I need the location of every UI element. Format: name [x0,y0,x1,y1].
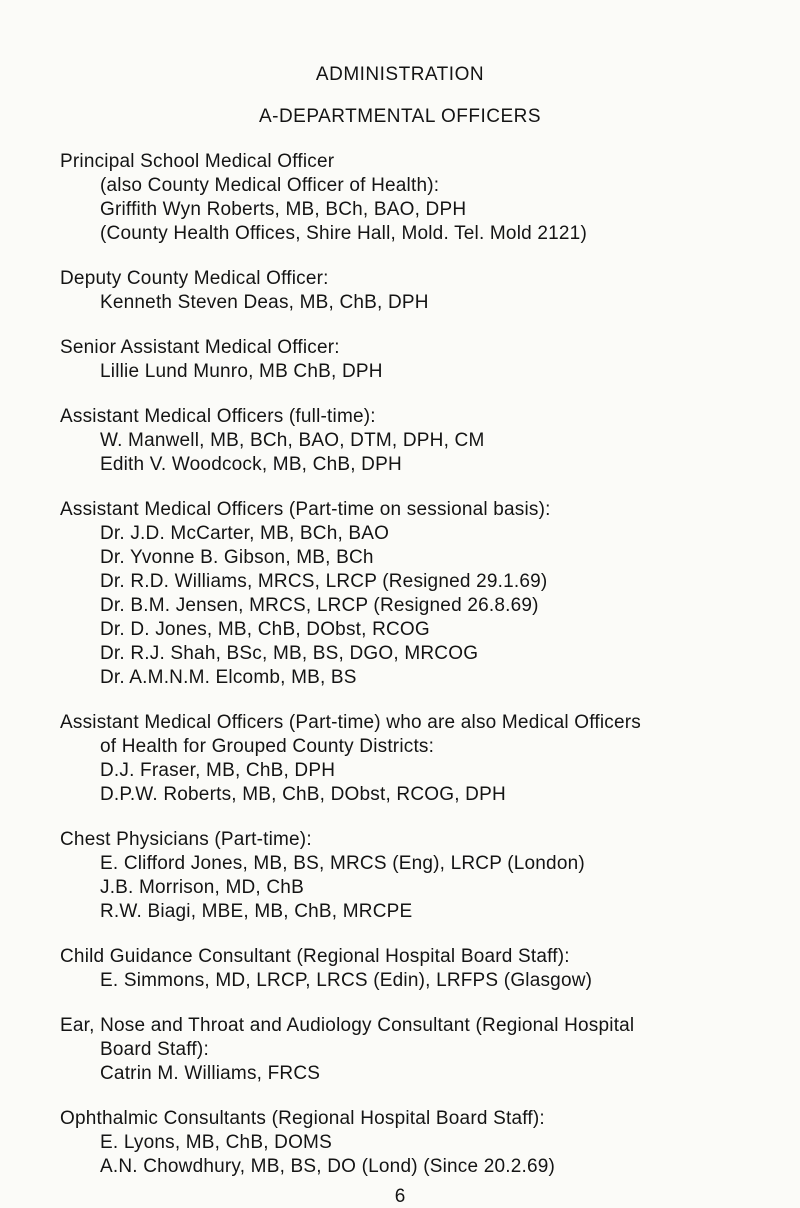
section-line: Dr. A.M.N.M. Elcomb, MB, BS [100,667,357,688]
section-line: D.P.W. Roberts, MB, ChB, DObst, RCOG, DPH [100,784,506,805]
section-line: W. Manwell, MB, BCh, BAO, DTM, DPH, CM [100,430,485,451]
section-line: E. Simmons, MD, LRCP, LRCS (Edin), LRFPS (Glasgow) [100,970,593,991]
section-title: Ear, Nose and Throat and Audiology Consultant (Regional Hospital [60,1015,635,1036]
section-line: E. Clifford Jones, MB, BS, MRCS (Eng), LRCP (London) [100,853,585,874]
section-line: D.J. Fraser, MB, ChB, DPH [100,760,336,781]
section-line: Board Staff): [100,1039,209,1060]
section-line: J.B. Morrison, MD, ChB [100,877,304,898]
section-line: Griffith Wyn Roberts, MB, BCh, BAO, DPH [100,199,467,220]
section-line: Lillie Lund Munro, MB ChB, DPH [100,361,383,382]
section-line: Edith V. Woodcock, MB, ChB, DPH [100,454,402,475]
section-line: (County Health Offices, Shire Hall, Mold. Tel. Mold 2121) [100,223,587,244]
section-line: E. Lyons, MB, ChB, DOMS [100,1132,332,1153]
section-line: (also County Medical Officer of Health): [100,175,440,196]
section-title: Principal School Medical Officer [60,151,335,172]
section-line: A.N. Chowdhury, MB, BS, DO (Lond) (Since 20.2.69) [100,1156,556,1177]
section-title: Assistant Medical Officers (full-time): [60,406,376,427]
section-line: Dr. R.D. Williams, MRCS, LRCP (Resigned 29.1.69) [100,571,548,592]
page-heading: ADMINISTRATION [315,64,485,85]
section-title: Chest Physicians (Part-time): [60,829,312,850]
page-subheading: A-DEPARTMENTAL OFFICERS [258,106,542,127]
section-title: Deputy County Medical Officer: [60,268,329,289]
section-title: Child Guidance Consultant (Regional Hospital Board Staff): [60,946,570,967]
page-number: 6 [394,1186,406,1207]
section-line: Kenneth Steven Deas, MB, ChB, DPH [100,292,429,313]
section-title: Assistant Medical Officers (Part-time on sessional basis): [60,499,551,520]
section-line: Dr. B.M. Jensen, MRCS, LRCP (Resigned 26.8.69) [100,595,539,616]
section-line: Dr. Yvonne B. Gibson, MB, BCh [100,547,374,568]
section-line: of Health for Grouped County Districts: [100,736,435,757]
section-line: Dr. D. Jones, MB, ChB, DObst, RCOG [100,619,430,640]
section-title: Assistant Medical Officers (Part-time) who are also Medical Officers [60,712,641,733]
section-line: R.W. Biagi, MBE, MB, ChB, MRCPE [100,901,413,922]
section-line: Dr. J.D. McCarter, MB, BCh, BAO [100,523,390,544]
section-line: Catrin M. Williams, FRCS [100,1063,321,1084]
section-title: Ophthalmic Consultants (Regional Hospital Board Staff): [60,1108,545,1129]
section-title: Senior Assistant Medical Officer: [60,337,340,358]
section-line: Dr. R.J. Shah, BSc, MB, BS, DGO, MRCOG [100,643,479,664]
